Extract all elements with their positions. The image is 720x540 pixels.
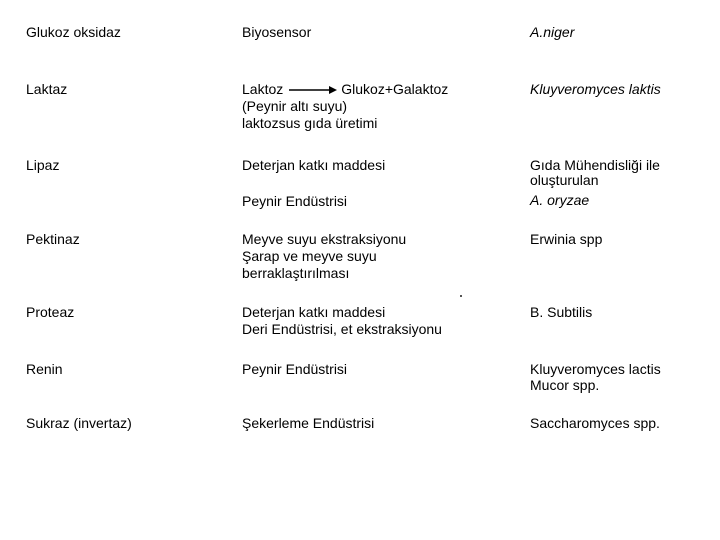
source-organism-cell bbox=[530, 304, 715, 321]
usage-line: Meyve suyu ekstraksiyonu bbox=[242, 231, 407, 247]
usage-line: Şarap ve meyve suyu bbox=[242, 248, 377, 264]
usage-line: Deri Endüstrisi, et ekstraksiyonu bbox=[242, 321, 442, 337]
usage-line: laktozsus gıda üretimi bbox=[242, 115, 378, 131]
reaction-substrate: Laktoz bbox=[242, 81, 284, 97]
stray-dot bbox=[460, 295, 462, 297]
source-organism-cell bbox=[530, 24, 715, 41]
source-organism-cell bbox=[530, 157, 715, 209]
reaction-line bbox=[242, 81, 512, 98]
usage-line: Deterjan katkı maddesi bbox=[242, 157, 386, 173]
enzyme-name: Laktaz bbox=[26, 81, 68, 97]
usage-line: (Peynir altı suyu) bbox=[242, 98, 348, 114]
usage-cell bbox=[242, 81, 512, 132]
usage-cell bbox=[242, 24, 512, 41]
enzyme-name: Proteaz bbox=[26, 304, 75, 320]
reaction-arrow-icon bbox=[289, 85, 337, 95]
source-line: Gıda Mühendisliği ile bbox=[530, 157, 660, 173]
usage-line: Biyosensor bbox=[242, 24, 312, 40]
usage-cell bbox=[242, 157, 512, 210]
enzyme-name: Pektinaz bbox=[26, 231, 80, 247]
enzyme-name: Renin bbox=[26, 361, 63, 377]
usage-line: Deterjan katkı maddesi bbox=[242, 304, 386, 320]
source-line: Mucor spp. bbox=[530, 377, 600, 393]
source-organism-cell bbox=[530, 81, 715, 98]
enzyme-name: Lipaz bbox=[26, 157, 60, 173]
source-organism-cell bbox=[530, 415, 715, 432]
source-line: A.niger bbox=[530, 24, 575, 40]
usage-line: Peynir Endüstrisi bbox=[242, 193, 348, 209]
usage-line: berraklaştırılması bbox=[242, 265, 350, 281]
source-line: A. oryzae bbox=[530, 192, 590, 208]
source-organism-cell bbox=[530, 231, 715, 248]
source-line: Erwinia spp bbox=[530, 231, 603, 247]
usage-line: Peynir Endüstrisi bbox=[242, 361, 348, 377]
source-line: Kluyveromyces laktis bbox=[530, 81, 661, 97]
reaction-products: Glukoz+Galaktoz bbox=[341, 81, 449, 97]
usage-line: Şekerleme Endüstrisi bbox=[242, 415, 375, 431]
usage-cell bbox=[242, 415, 512, 432]
enzyme-name: Sukraz (invertaz) bbox=[26, 415, 132, 431]
source-line: Saccharomyces spp. bbox=[530, 415, 660, 431]
usage-cell bbox=[242, 231, 512, 282]
source-line: B. Subtilis bbox=[530, 304, 593, 320]
usage-cell bbox=[242, 361, 512, 378]
enzyme-name: Glukoz oksidaz bbox=[26, 24, 121, 40]
source-line: oluşturulan bbox=[530, 172, 599, 188]
source-line: Kluyveromyces lactis bbox=[530, 361, 661, 377]
usage-cell bbox=[242, 304, 512, 338]
source-organism-cell bbox=[530, 361, 715, 394]
